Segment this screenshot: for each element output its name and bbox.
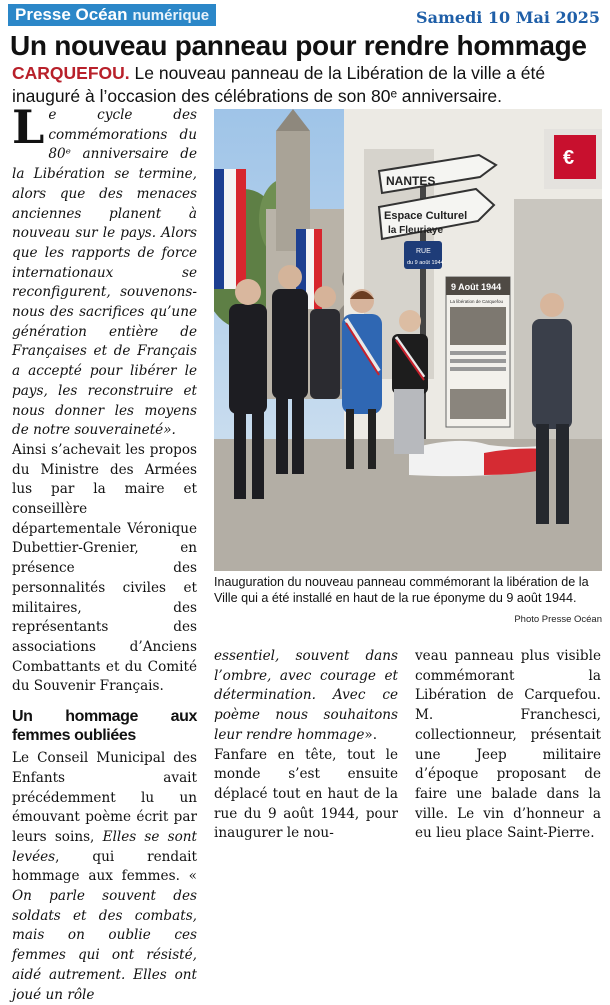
paragraph-2: Ainsi s’achevait les propos du Ministre des Armées lus par la maire et conseillère départementale Véronique Dubettier-Grenier, en présence des personnalités civiles et militaires, des représentants des associations d’Anciens Combattants et du Comité du Souvenir Français. bbox=[12, 441, 197, 695]
sign-espace-line1: Espace Culturel bbox=[384, 210, 468, 222]
masthead-name: Presse Océan bbox=[15, 5, 128, 24]
masthead-edition: numérique bbox=[132, 6, 210, 24]
paragraph-3-start: Le Conseil Municipal des Enfants avait précédemment lu un émouvant poème écrit par leurs soins, bbox=[12, 750, 197, 845]
paragraph-3-mid: , qui rendait hommage aux femmes. « bbox=[12, 848, 197, 885]
article-column-2 bbox=[214, 647, 398, 844]
lede bbox=[12, 62, 604, 108]
sign-espace-line2: la Fleuriaye bbox=[388, 225, 444, 236]
quote-paragraph bbox=[12, 100, 197, 441]
subhead: Un hommage aux femmes oubliées bbox=[12, 708, 197, 745]
article-photo bbox=[214, 109, 602, 571]
article-column-1 bbox=[12, 100, 198, 1005]
sign-nantes: NANTES bbox=[386, 174, 436, 188]
poem-quote: On parle souvent des soldats et des combats, mais on oublie ces femmes qui ont résisté, aidé autrement. Elles ont joué un rôle bbox=[12, 888, 197, 1003]
lede-text: Le nouveau panneau de la Libération de la ville a été inauguré à l’occasion des célébrations de son 80ᵉ anniversaire. bbox=[12, 63, 546, 106]
panel-title: 9 Août 1944 bbox=[451, 282, 502, 292]
headline: Un nouveau panneau pour rendre hommage bbox=[10, 30, 587, 61]
street-sign-line2: du 9 août 1944 bbox=[407, 260, 444, 266]
article-column-3 bbox=[415, 647, 601, 844]
poem-quote-continued: essentiel, souvent dans l’ombre, avec courage et détermination. Avec ce poème nous souhaitons leur rendre hommage bbox=[214, 648, 398, 743]
quote-text: e cycle des commémorations du 80ᵉ anniversaire de la Libération se termine, alors que des menaces anciennes planent à nouveau sur le pays. Alors que les rapports de force internationaux se reconfigurent, souvenons-nous des sacrifices qu’une génération entière de Françaises et de Français a accepté pour libérer le pays, les reconstruire et nous donner les moyens de notre souveraineté». bbox=[12, 107, 197, 439]
paragraph-3 bbox=[12, 749, 197, 1005]
poem-quote-end: ». bbox=[364, 726, 378, 743]
column-2-quote bbox=[214, 647, 398, 746]
photo-credit: Photo Presse Océan bbox=[514, 614, 602, 625]
masthead bbox=[8, 4, 216, 26]
paragraph-4: Fanfare en tête, tout le monde s’est ensuite déplacé tout en haut de la rue du 9 août 1944, pour inaugurer le nou- bbox=[214, 746, 398, 842]
issue-date: Samedi 10 Mai 2025 bbox=[416, 8, 600, 27]
paragraph-4-continued: veau panneau plus visible commémorant la Libération de Carquefou. M. Franchesci, collectionneur, présentait une Jeep militaire d’époque proposant de faire une balade dans la ville. Le vin d’honneur a eu lieu place Saint-Pierre. bbox=[415, 648, 601, 842]
svg-text:€: € bbox=[563, 147, 575, 169]
street-sign-line1: RUE bbox=[416, 248, 431, 255]
panel-subtitle: La libération de Carquefou bbox=[450, 299, 504, 304]
poem-title: Elles se sont levées bbox=[12, 828, 198, 865]
dropcap: L bbox=[12, 100, 45, 154]
lede-city: CARQUEFOU. bbox=[12, 63, 130, 83]
photo-caption: Inauguration du nouveau panneau commémorant la libération de la Ville qui a été installé en haut de la rue éponyme du 9 août 1944. bbox=[214, 575, 589, 605]
inauguration-photo-illustration bbox=[214, 109, 602, 571]
